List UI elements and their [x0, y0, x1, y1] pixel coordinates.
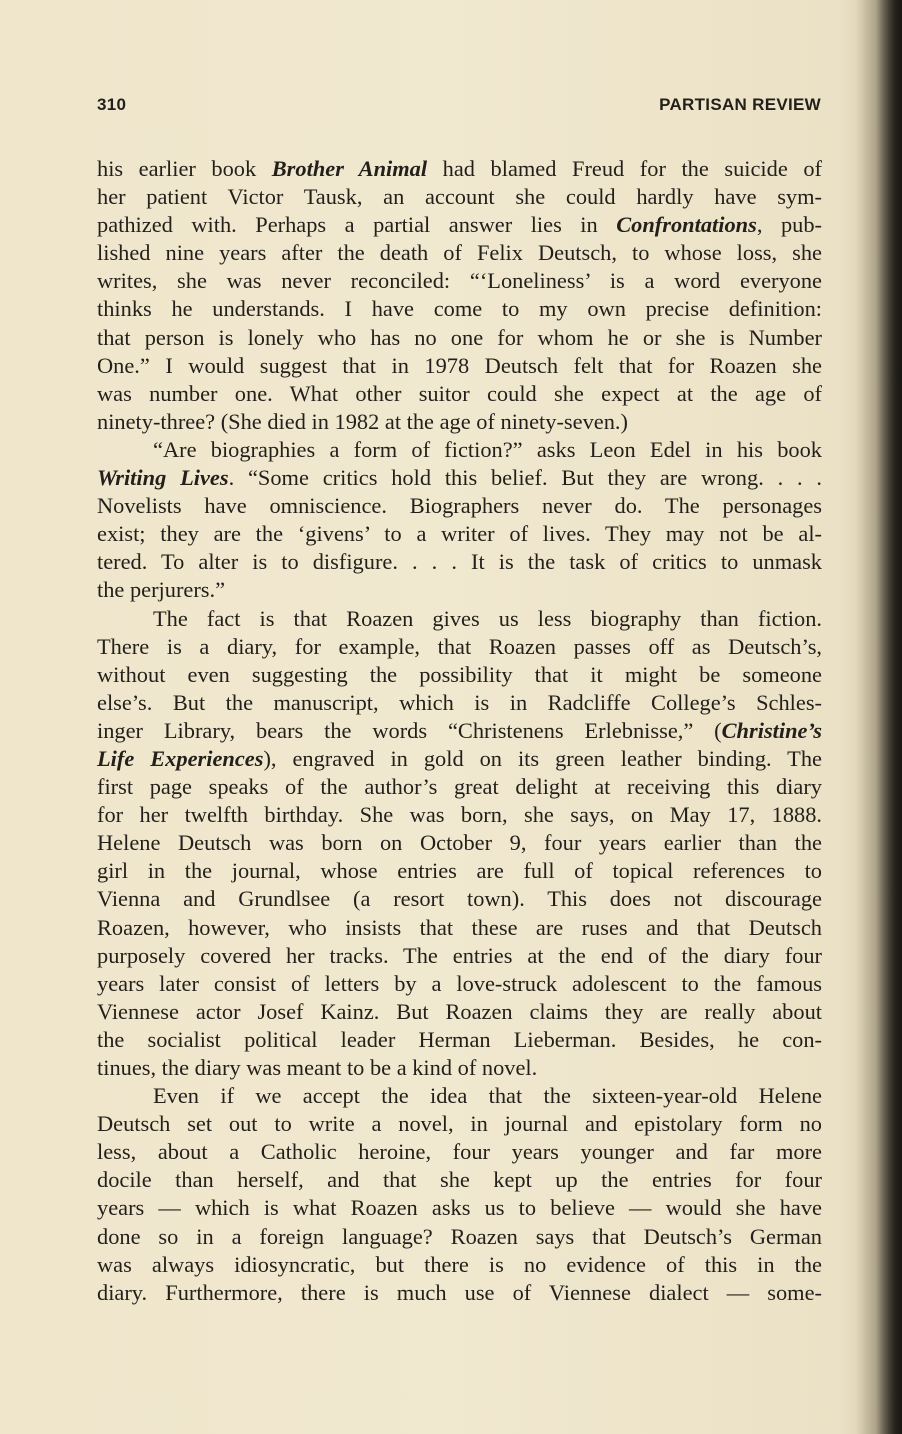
- text-run: her patient Victor Tausk, an account she could hardly have sym-: [97, 184, 822, 210]
- text-run: thinks he understands. I have come to my own precise definition:: [97, 296, 822, 322]
- text-line: [97, 436, 822, 464]
- text-line: [97, 464, 822, 492]
- text-run: that person is lonely who has no one for whom he or she is Number: [97, 324, 822, 350]
- text-run: There is a diary, for example, that Roazen passes off as Deutsch’s,: [97, 633, 822, 659]
- italic-title: Christine’s: [721, 717, 822, 743]
- text-line: [97, 520, 822, 548]
- text-run: done so in a foreign language? Roazen says that Deutsch’s German: [97, 1223, 822, 1249]
- text-line: [97, 155, 822, 183]
- text-line: [97, 773, 822, 801]
- text-run: was always idiosyncratic, but there is no evidence of this in the: [97, 1251, 822, 1277]
- text-line: [97, 211, 822, 239]
- text-run: purposely covered her tracks. The entries at the end of the diary four: [97, 942, 822, 968]
- text-line: [97, 801, 822, 829]
- text-run: One.” I would suggest that in 1978 Deutsch felt that for Roazen she: [97, 352, 822, 378]
- text-run: girl in the journal, whose entries are full of topical references to: [97, 858, 822, 884]
- text-line: [97, 1026, 822, 1054]
- text-run: for her twelfth birthday. She was born, she says, on May 17, 1888.: [97, 802, 822, 828]
- text-line: [97, 661, 822, 689]
- text-line: [97, 1054, 822, 1082]
- text-line: [97, 1082, 822, 1110]
- text-run: . “Some critics hold this belief. But they are wrong. . . .: [228, 465, 822, 491]
- text-run: less, about a Catholic heroine, four years younger and far more: [97, 1139, 822, 1165]
- text-line: [97, 1110, 822, 1138]
- text-line: [97, 885, 822, 913]
- text-run: the socialist political leader Herman Lieberman. Besides, he con-: [97, 1026, 822, 1052]
- text-run: the perjurers.”: [97, 577, 226, 603]
- text-line: [97, 717, 822, 745]
- text-line: [97, 970, 822, 998]
- text-line: [97, 295, 822, 323]
- text-line: [97, 239, 822, 267]
- text-run: tinues, the diary was meant to be a kind of novel.: [97, 1055, 538, 1080]
- italic-title: Life Experiences: [97, 745, 264, 771]
- text-line: [97, 914, 822, 942]
- text-line: [97, 548, 822, 576]
- text-run: was number one. What other suitor could she expect at the age of: [97, 380, 822, 406]
- text-line: [97, 998, 822, 1026]
- text-run: years — which is what Roazen asks us to believe — would she have: [97, 1195, 822, 1221]
- page-header: [97, 95, 821, 119]
- text-line: [97, 1166, 822, 1194]
- text-run: Viennese actor Josef Kainz. But Roazen claims they are really about: [97, 998, 822, 1024]
- text-run: The fact is that Roazen gives us less biography than fiction.: [153, 605, 822, 631]
- italic-title: Confrontations: [616, 212, 757, 238]
- text-line: [97, 1194, 822, 1222]
- text-run: ninety-three? (She died in 1982 at the age of ninety-seven.): [97, 408, 628, 434]
- text-run: , pub-: [756, 212, 822, 238]
- text-line: [97, 1279, 822, 1307]
- text-line: [97, 380, 822, 408]
- text-run: without even suggesting the possibility that it might be someone: [97, 661, 822, 687]
- text-line: [97, 576, 822, 604]
- text-line: [97, 267, 822, 295]
- italic-title: Writing Lives: [97, 465, 229, 491]
- text-run: Even if we accept the idea that the sixteen-year-old Helene: [153, 1083, 822, 1109]
- running-head: PARTISAN REVIEW: [659, 95, 821, 114]
- text-run: Vienna and Grundlsee (a resort town). This does not discourage: [97, 886, 822, 912]
- text-line: [97, 605, 822, 633]
- text-line: [97, 408, 822, 436]
- text-line: [97, 689, 822, 717]
- text-run: Roazen, however, who insists that these are ruses and that Deutsch: [97, 914, 822, 940]
- body-text: [97, 155, 822, 1307]
- text-run: Novelists have omniscience. Biographers never do. The personages: [97, 493, 822, 519]
- text-line: [97, 1138, 822, 1166]
- text-line: [97, 633, 822, 661]
- text-run: first page speaks of the author’s great delight at receiving this diary: [97, 774, 822, 800]
- text-line: [97, 942, 822, 970]
- text-run: lished nine years after the death of Felix Deutsch, to whose loss, she: [97, 240, 822, 266]
- text-run: docile than herself, and that she kept up the entries for four: [97, 1167, 822, 1193]
- text-run: exist; they are the ‘givens’ to a writer of lives. They may not be al-: [97, 521, 822, 547]
- text-run: his earlier book: [97, 156, 272, 181]
- text-line: [97, 1251, 822, 1279]
- text-run: tered. To alter is to disfigure. . . . It is the task of critics to unmask: [97, 549, 822, 575]
- text-run: had blamed Freud for the suicide of: [427, 156, 822, 181]
- text-line: [97, 183, 822, 211]
- text-run: years later consist of letters by a love-struck adolescent to the famous: [97, 970, 822, 996]
- text-line: [97, 324, 822, 352]
- text-run: writes, she was never reconciled: “‘Loneliness’ is a word everyone: [97, 268, 822, 294]
- page-edge-shadow: [856, 0, 902, 1434]
- text-run: Deutsch set out to write a novel, in journal and epistolary form no: [97, 1111, 822, 1137]
- text-run: ), engraved in gold on its green leather binding. The: [263, 745, 822, 771]
- text-run: inger Library, bears the words “Christenens Erlebnisse,” (: [97, 717, 722, 743]
- text-line: [97, 1223, 822, 1251]
- page-number: 310: [97, 95, 127, 114]
- text-line: [97, 857, 822, 885]
- text-line: [97, 829, 822, 857]
- text-line: [97, 352, 822, 380]
- text-run: pathized with. Perhaps a partial answer lies in: [97, 212, 617, 238]
- text-run: diary. Furthermore, there is much use of Viennese dialect — some-: [97, 1279, 822, 1305]
- text-line: [97, 492, 822, 520]
- text-run: “Are biographies a form of fiction?” asks Leon Edel in his book: [153, 436, 822, 462]
- text-run: else’s. But the manuscript, which is in Radcliffe College’s Schles-: [97, 689, 822, 715]
- italic-title: Brother Animal: [271, 156, 428, 181]
- text-line: [97, 745, 822, 773]
- text-run: Helene Deutsch was born on October 9, four years earlier than the: [97, 830, 822, 856]
